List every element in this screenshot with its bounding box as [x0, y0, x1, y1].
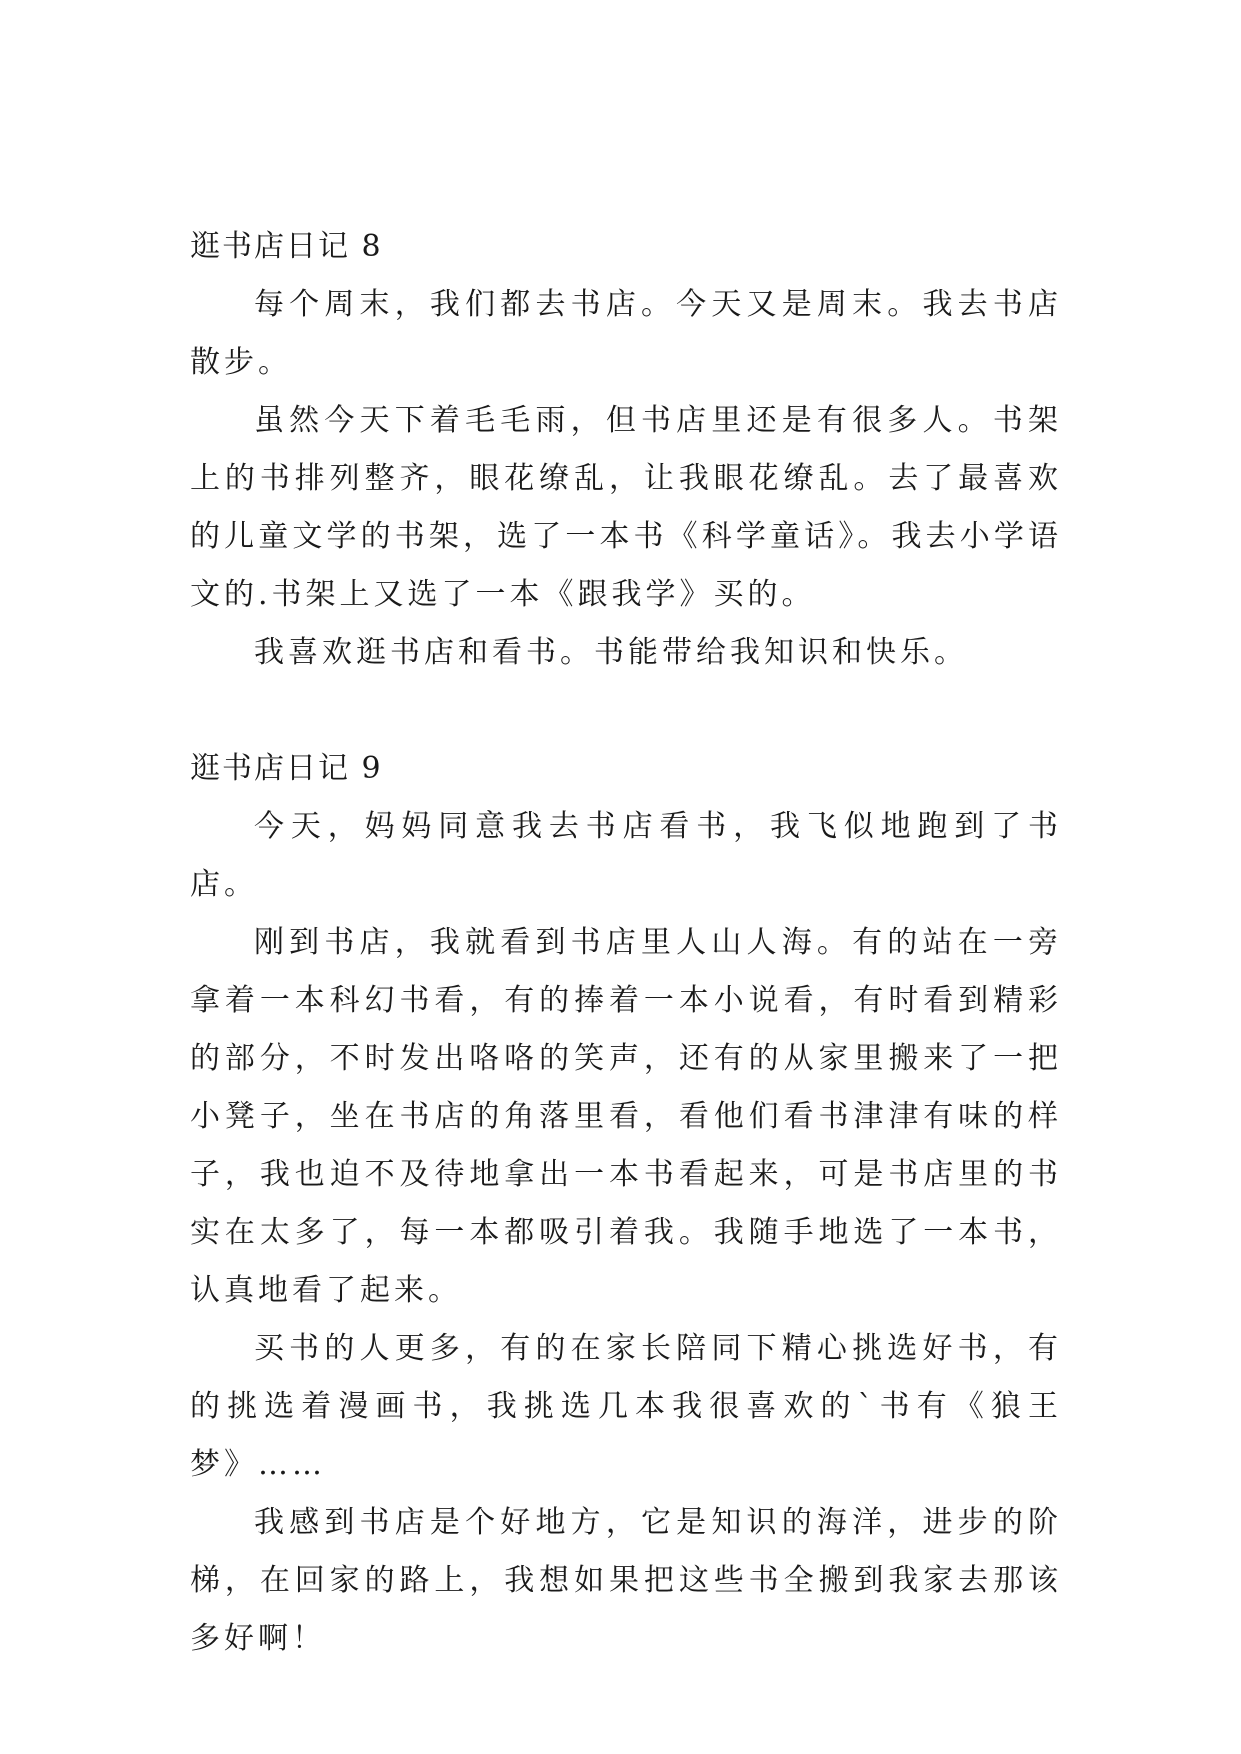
paragraph: 我喜欢逛书店和看书。书能带给我知识和快乐。 [254, 635, 968, 670]
paragraph: 每个周末，我们都去书店。今天又是周末。我去书店散步。 [190, 287, 1062, 380]
paragraph: 今天，妈妈同意我去书店看书，我飞似地跑到了书店。 [190, 809, 1062, 902]
paragraph: 我感到书店是个好地方，它是知识的海洋，进步的阶梯，在回家的路上，我想如果把这些书全搬到我家去那该多好啊！ [190, 1505, 1062, 1656]
entry-title: 逛书店日记 9 [190, 751, 383, 786]
paragraph: 刚到书店，我就看到书店里人山人海。有的站在一旁拿着一本科幻书看，有的捧着一本小说看，有时看到精彩的部分，不时发出咯咯的笑声，还有的从家里搬来了一把小凳子，坐在书店的角落里看，看他们看书津津有味的样子，我也迫不及待地拿出一本书看起来，可是书店里的书实在太多了，每一本都吸引着我。我随手地选了一本书，认真地看了起来。 [190, 925, 1062, 1308]
entry-title: 逛书店日记 8 [190, 229, 383, 264]
paragraph: 买书的人更多，有的在家长陪同下精心挑选好书，有的挑选着漫画书，我挑选几本我很喜欢的`书有《狼王梦》…… [190, 1331, 1062, 1482]
document-body [190, 218, 1062, 1668]
diary-entry-8 [190, 218, 1062, 682]
diary-entry-9 [190, 740, 1062, 1668]
paragraph: 虽然今天下着毛毛雨，但书店里还是有很多人。书架上的书排列整齐，眼花缭乱，让我眼花缭乱。去了最喜欢的儿童文学的书架，选了一本书《科学童话》。我去小学语文的.书架上又选了一本《跟我学》买的。 [190, 403, 1062, 612]
